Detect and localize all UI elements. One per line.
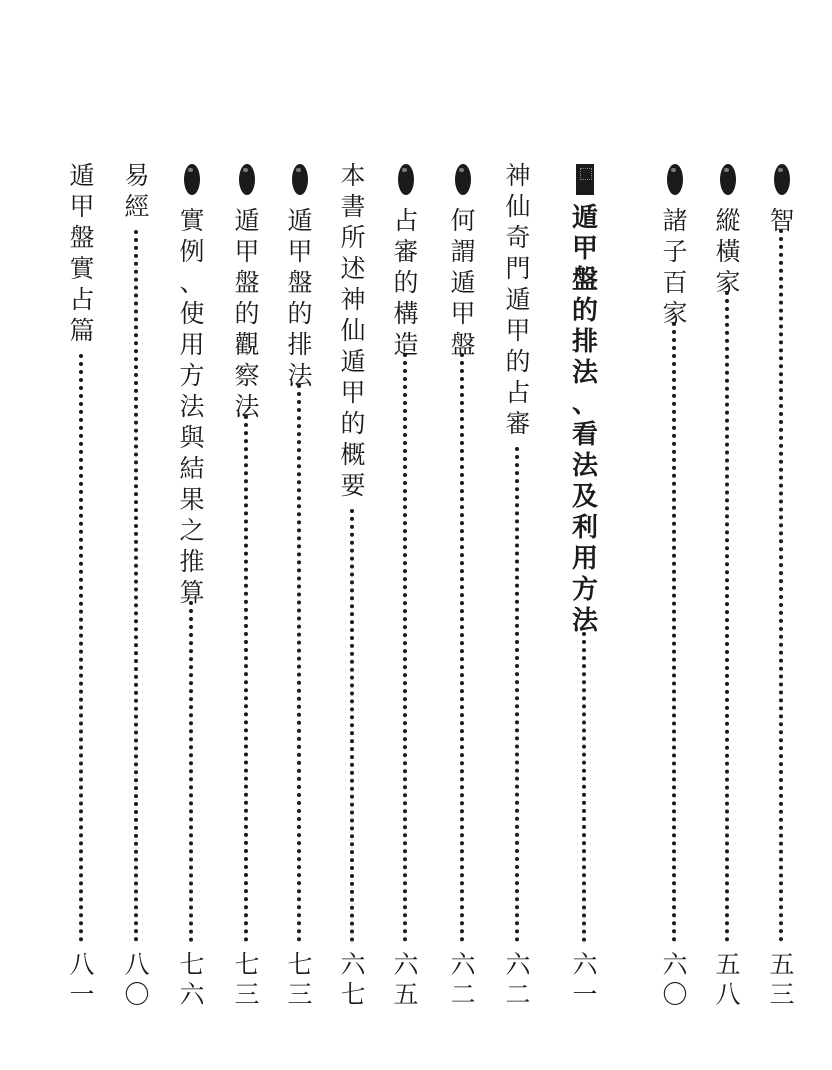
toc-page-number bbox=[708, 950, 748, 1010]
toc-entry bbox=[62, 160, 102, 1010]
title-char: 審 bbox=[393, 237, 419, 266]
toc-page-number bbox=[443, 950, 483, 1010]
toc-entry bbox=[386, 160, 426, 1010]
title-char: 實 bbox=[179, 206, 205, 235]
dot-leader bbox=[779, 229, 783, 942]
title-char: 遁 bbox=[340, 347, 366, 376]
dot-leader bbox=[134, 230, 138, 942]
dot-leader bbox=[672, 322, 676, 942]
title-char: 神 bbox=[340, 285, 366, 314]
title-char: 方 bbox=[571, 575, 598, 605]
toc-entry-title bbox=[117, 160, 157, 222]
title-char: 、 bbox=[571, 389, 598, 419]
toc-entry-title bbox=[386, 160, 426, 360]
page-number-char: 六 bbox=[179, 980, 205, 1009]
dot-leader bbox=[297, 384, 301, 942]
title-char: 法 bbox=[234, 392, 260, 421]
title-char: 看 bbox=[571, 420, 598, 450]
toc-entry-title bbox=[498, 160, 538, 439]
title-char: 的 bbox=[287, 299, 313, 328]
toc-page-number bbox=[386, 950, 426, 1010]
title-char: 盤 bbox=[287, 268, 313, 297]
title-char: 甲 bbox=[69, 192, 95, 221]
page-number-char: 七 bbox=[179, 950, 205, 979]
title-char: 的 bbox=[571, 296, 598, 326]
bullet-icon bbox=[667, 164, 683, 195]
page-number-char: 五 bbox=[715, 950, 741, 979]
title-char: 造 bbox=[393, 330, 419, 359]
title-char: 用 bbox=[179, 330, 205, 359]
title-char: 門 bbox=[505, 254, 531, 283]
title-char: 遁 bbox=[287, 206, 313, 235]
title-char: 盤 bbox=[571, 265, 598, 295]
bullet-icon bbox=[239, 164, 255, 195]
page-number-char: 六 bbox=[340, 950, 366, 979]
title-char: 之 bbox=[179, 516, 205, 545]
dot-leader bbox=[582, 632, 586, 942]
title-char: 述 bbox=[340, 254, 366, 283]
page-number-char: 八 bbox=[124, 950, 150, 979]
bullet-icon bbox=[720, 164, 736, 195]
page-number-char: 八 bbox=[715, 980, 741, 1009]
toc-entry-title bbox=[280, 160, 320, 391]
page-number-char: 八 bbox=[69, 950, 95, 979]
toc-page-number bbox=[280, 950, 320, 1010]
page-number-char: 三 bbox=[234, 980, 260, 1009]
title-char: 結 bbox=[179, 454, 205, 483]
title-char: 法 bbox=[571, 358, 598, 388]
toc-entry bbox=[117, 160, 157, 1010]
title-char: 書 bbox=[340, 192, 366, 221]
toc-page-number bbox=[227, 950, 267, 1010]
toc-page-number bbox=[333, 950, 373, 1010]
dot-leader bbox=[725, 291, 729, 942]
toc-entry bbox=[498, 160, 538, 1010]
page-number-char: 六 bbox=[393, 950, 419, 979]
toc-entry-title bbox=[443, 160, 483, 360]
title-char: 法 bbox=[571, 451, 598, 481]
toc-page-number bbox=[62, 950, 102, 1010]
title-char: 法 bbox=[287, 361, 313, 390]
page-number-char: 六 bbox=[505, 950, 531, 979]
title-char: 仙 bbox=[340, 316, 366, 345]
title-char: 甲 bbox=[505, 316, 531, 345]
toc-entry bbox=[565, 160, 605, 1010]
page-number-char: 五 bbox=[393, 980, 419, 1009]
dot-leader bbox=[79, 354, 83, 942]
page-number-char: 七 bbox=[287, 950, 313, 979]
bullet-icon bbox=[398, 164, 414, 195]
dot-leader bbox=[460, 353, 464, 942]
bullet-icon bbox=[455, 164, 471, 195]
title-char: 審 bbox=[505, 409, 531, 438]
title-char: 盤 bbox=[450, 330, 476, 359]
page-number-char: 二 bbox=[505, 980, 531, 1009]
title-char: 甲 bbox=[571, 234, 598, 264]
toc-entry-title bbox=[762, 160, 802, 236]
title-char: 方 bbox=[179, 361, 205, 390]
title-char: 篇 bbox=[69, 316, 95, 345]
dot-leader bbox=[515, 447, 519, 942]
bullet-icon bbox=[292, 164, 308, 195]
toc-entry bbox=[443, 160, 483, 1010]
page-number-char: 三 bbox=[769, 980, 795, 1009]
toc-entry bbox=[762, 160, 802, 1010]
title-char: 易 bbox=[124, 161, 150, 190]
title-char: 謂 bbox=[450, 237, 476, 266]
title-char: 占 bbox=[393, 206, 419, 235]
title-char: 與 bbox=[179, 423, 205, 452]
title-char: 甲 bbox=[287, 237, 313, 266]
title-char: 例 bbox=[179, 237, 205, 266]
toc-page-number bbox=[762, 950, 802, 1010]
title-char: 及 bbox=[571, 482, 598, 512]
title-char: 甲 bbox=[340, 378, 366, 407]
title-char: 使 bbox=[179, 299, 205, 328]
title-char: 遁 bbox=[450, 268, 476, 297]
toc-entry-title bbox=[565, 160, 605, 637]
title-char: 、 bbox=[179, 268, 205, 297]
section-marker-icon bbox=[576, 164, 594, 195]
toc-entry bbox=[280, 160, 320, 1010]
toc-entry bbox=[708, 160, 748, 1010]
dot-leader bbox=[350, 509, 354, 942]
title-char: 用 bbox=[571, 544, 598, 574]
page-number-char: 五 bbox=[769, 950, 795, 979]
title-char: 要 bbox=[340, 471, 366, 500]
title-char: 法 bbox=[571, 606, 598, 636]
toc-entry-title bbox=[708, 160, 748, 298]
title-char: 盤 bbox=[69, 223, 95, 252]
title-char: 利 bbox=[571, 513, 598, 543]
title-char: 排 bbox=[571, 327, 598, 357]
title-char: 觀 bbox=[234, 330, 260, 359]
toc-page-number bbox=[655, 950, 695, 1010]
page-number-char: 七 bbox=[234, 950, 260, 979]
toc-entry bbox=[227, 160, 267, 1010]
title-char: 果 bbox=[179, 485, 205, 514]
bullet-icon bbox=[184, 164, 200, 195]
page-number-char: 〇 bbox=[662, 980, 688, 1009]
toc-entry-title bbox=[333, 160, 373, 501]
title-char: 遁 bbox=[505, 285, 531, 314]
toc-page-number bbox=[117, 950, 157, 1010]
title-char: 子 bbox=[662, 237, 688, 266]
title-char: 何 bbox=[450, 206, 476, 235]
toc-page-number bbox=[498, 950, 538, 1010]
page-number-char: 六 bbox=[662, 950, 688, 979]
title-char: 的 bbox=[340, 409, 366, 438]
title-char: 察 bbox=[234, 361, 260, 390]
page-number-char: 一 bbox=[572, 980, 598, 1009]
title-char: 盤 bbox=[234, 268, 260, 297]
title-char: 法 bbox=[179, 392, 205, 421]
title-char: 縱 bbox=[715, 206, 741, 235]
page-number-char: 六 bbox=[450, 950, 476, 979]
toc-entry-title bbox=[62, 160, 102, 346]
title-char: 的 bbox=[393, 268, 419, 297]
title-char: 所 bbox=[340, 223, 366, 252]
title-char: 家 bbox=[662, 299, 688, 328]
page-number-char: 二 bbox=[450, 980, 476, 1009]
dot-leader bbox=[189, 601, 193, 942]
title-char: 神 bbox=[505, 161, 531, 190]
title-char: 甲 bbox=[450, 299, 476, 328]
toc-entry-title bbox=[655, 160, 695, 329]
title-char: 遁 bbox=[571, 203, 598, 233]
page-number-char: 一 bbox=[69, 980, 95, 1009]
title-char: 實 bbox=[69, 254, 95, 283]
toc-entry bbox=[333, 160, 373, 1010]
toc-entry bbox=[172, 160, 212, 1010]
title-char: 奇 bbox=[505, 223, 531, 252]
dot-leader bbox=[244, 415, 248, 942]
title-char: 概 bbox=[340, 440, 366, 469]
title-char: 排 bbox=[287, 330, 313, 359]
toc-entry bbox=[655, 160, 695, 1010]
title-char: 百 bbox=[662, 268, 688, 297]
title-char: 仙 bbox=[505, 192, 531, 221]
toc-page-number bbox=[172, 950, 212, 1010]
title-char: 的 bbox=[505, 347, 531, 376]
title-char: 智 bbox=[769, 206, 795, 235]
title-char: 構 bbox=[393, 299, 419, 328]
toc-entry-title bbox=[227, 160, 267, 422]
bullet-icon bbox=[774, 164, 790, 195]
dot-leader bbox=[403, 353, 407, 942]
page-number-char: 七 bbox=[340, 980, 366, 1009]
toc-page-number bbox=[565, 950, 605, 1010]
page-number-char: 六 bbox=[572, 950, 598, 979]
title-char: 橫 bbox=[715, 237, 741, 266]
title-char: 占 bbox=[505, 378, 531, 407]
title-char: 本 bbox=[340, 161, 366, 190]
title-char: 占 bbox=[69, 285, 95, 314]
title-char: 甲 bbox=[234, 237, 260, 266]
title-char: 諸 bbox=[662, 206, 688, 235]
title-char: 推 bbox=[179, 547, 205, 576]
title-char: 算 bbox=[179, 578, 205, 607]
title-char: 經 bbox=[124, 192, 150, 221]
page-number-char: 〇 bbox=[124, 980, 150, 1009]
title-char: 遁 bbox=[69, 161, 95, 190]
title-char: 遁 bbox=[234, 206, 260, 235]
page-number-char: 三 bbox=[287, 980, 313, 1009]
title-char: 的 bbox=[234, 299, 260, 328]
title-char: 家 bbox=[715, 268, 741, 297]
toc-entry-title bbox=[172, 160, 212, 608]
